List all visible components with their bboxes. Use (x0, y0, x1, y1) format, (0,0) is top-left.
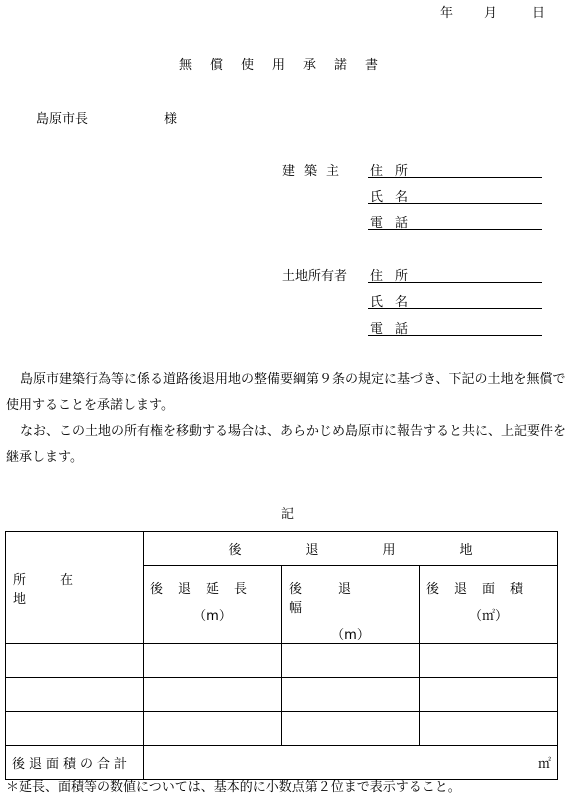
col-header-cell-width (282, 566, 420, 644)
total-value-cell[interactable] (144, 746, 558, 780)
date-line (440, 2, 570, 20)
builder-phone-field[interactable] (368, 212, 542, 230)
table-cell-area[interactable] (420, 644, 558, 678)
builder-phone-label: 電話 (370, 216, 421, 231)
group-header: 後退用地 (228, 543, 537, 558)
table-cell-location[interactable] (6, 678, 144, 712)
col-header-length: 後退延長 (150, 582, 263, 597)
landowner-phone-label: 電話 (370, 322, 421, 337)
date-day: 日 (532, 6, 546, 21)
table-cell-length[interactable] (144, 678, 282, 712)
landowner-address-label: 住所 (370, 269, 421, 284)
builder-name-field[interactable] (368, 186, 542, 204)
body-paragraph-1: 島原市建築行為等に係る道路後退用地の整備要綱第９条の規定に基づき、下記の土地を無償で使用することを承諾します。 (6, 372, 566, 413)
col-header-cell-area (420, 566, 558, 644)
col-unit-length: （m） (193, 609, 232, 624)
table-cell-width[interactable] (282, 644, 420, 678)
landowner-address-field[interactable] (368, 265, 542, 283)
document-title: 無償使用承諾書 (178, 58, 396, 73)
builder-address-field[interactable] (368, 160, 542, 178)
location-header-cell (6, 532, 144, 644)
addressee-honorific: 様 (164, 112, 178, 127)
landowner-name-field[interactable] (368, 291, 542, 309)
table-cell-width[interactable] (282, 678, 420, 712)
table-row (6, 678, 558, 712)
setback-table (5, 531, 558, 780)
col-header-cell-length (144, 566, 282, 644)
table-cell-area[interactable] (420, 712, 558, 746)
footnote: ＊延長、面積等の数値については、基本的に小数点第２位まで表示すること。 (6, 780, 461, 795)
landowner-phone-field[interactable] (368, 318, 542, 336)
addressee (36, 108, 178, 127)
date-month: 月 (484, 6, 498, 21)
location-header: 所在地 (13, 572, 108, 607)
col-header-width-text: 後退幅 (289, 582, 388, 616)
body-paragraph-2: なお、この土地の所有権を移動する場合は、あらかじめ島原市に報告すると共に、上記要件を継承します。 (6, 424, 567, 465)
total-label-cell (6, 746, 144, 780)
builder-name-label: 氏名 (370, 190, 421, 205)
table-cell-length[interactable] (144, 644, 282, 678)
landowner-name-label: 氏名 (370, 295, 421, 310)
date-year: 年 (440, 6, 454, 21)
group-header-cell (144, 532, 558, 566)
landowner-label: 土地所有者 (282, 269, 348, 284)
table-row (6, 644, 558, 678)
total-unit: ㎡ (538, 757, 552, 772)
addressee-name: 島原市長 (36, 112, 89, 127)
ki-heading: 記 (280, 507, 294, 522)
table-cell-length[interactable] (144, 712, 282, 746)
total-row (6, 746, 558, 780)
builder-label: 建築主 (282, 164, 349, 179)
col-unit-width: （m） (331, 628, 370, 643)
total-label: 後退面積の合計 (12, 757, 132, 772)
col-header-area: 後退面積 (426, 582, 539, 597)
builder-address-label: 住所 (370, 164, 421, 179)
table-cell-location[interactable] (6, 712, 144, 746)
table-cell-location[interactable] (6, 644, 144, 678)
col-unit-area: （㎡） (469, 609, 509, 624)
table-row (6, 712, 558, 746)
table-cell-area[interactable] (420, 678, 558, 712)
table-cell-width[interactable] (282, 712, 420, 746)
col-header-width (282, 578, 419, 616)
